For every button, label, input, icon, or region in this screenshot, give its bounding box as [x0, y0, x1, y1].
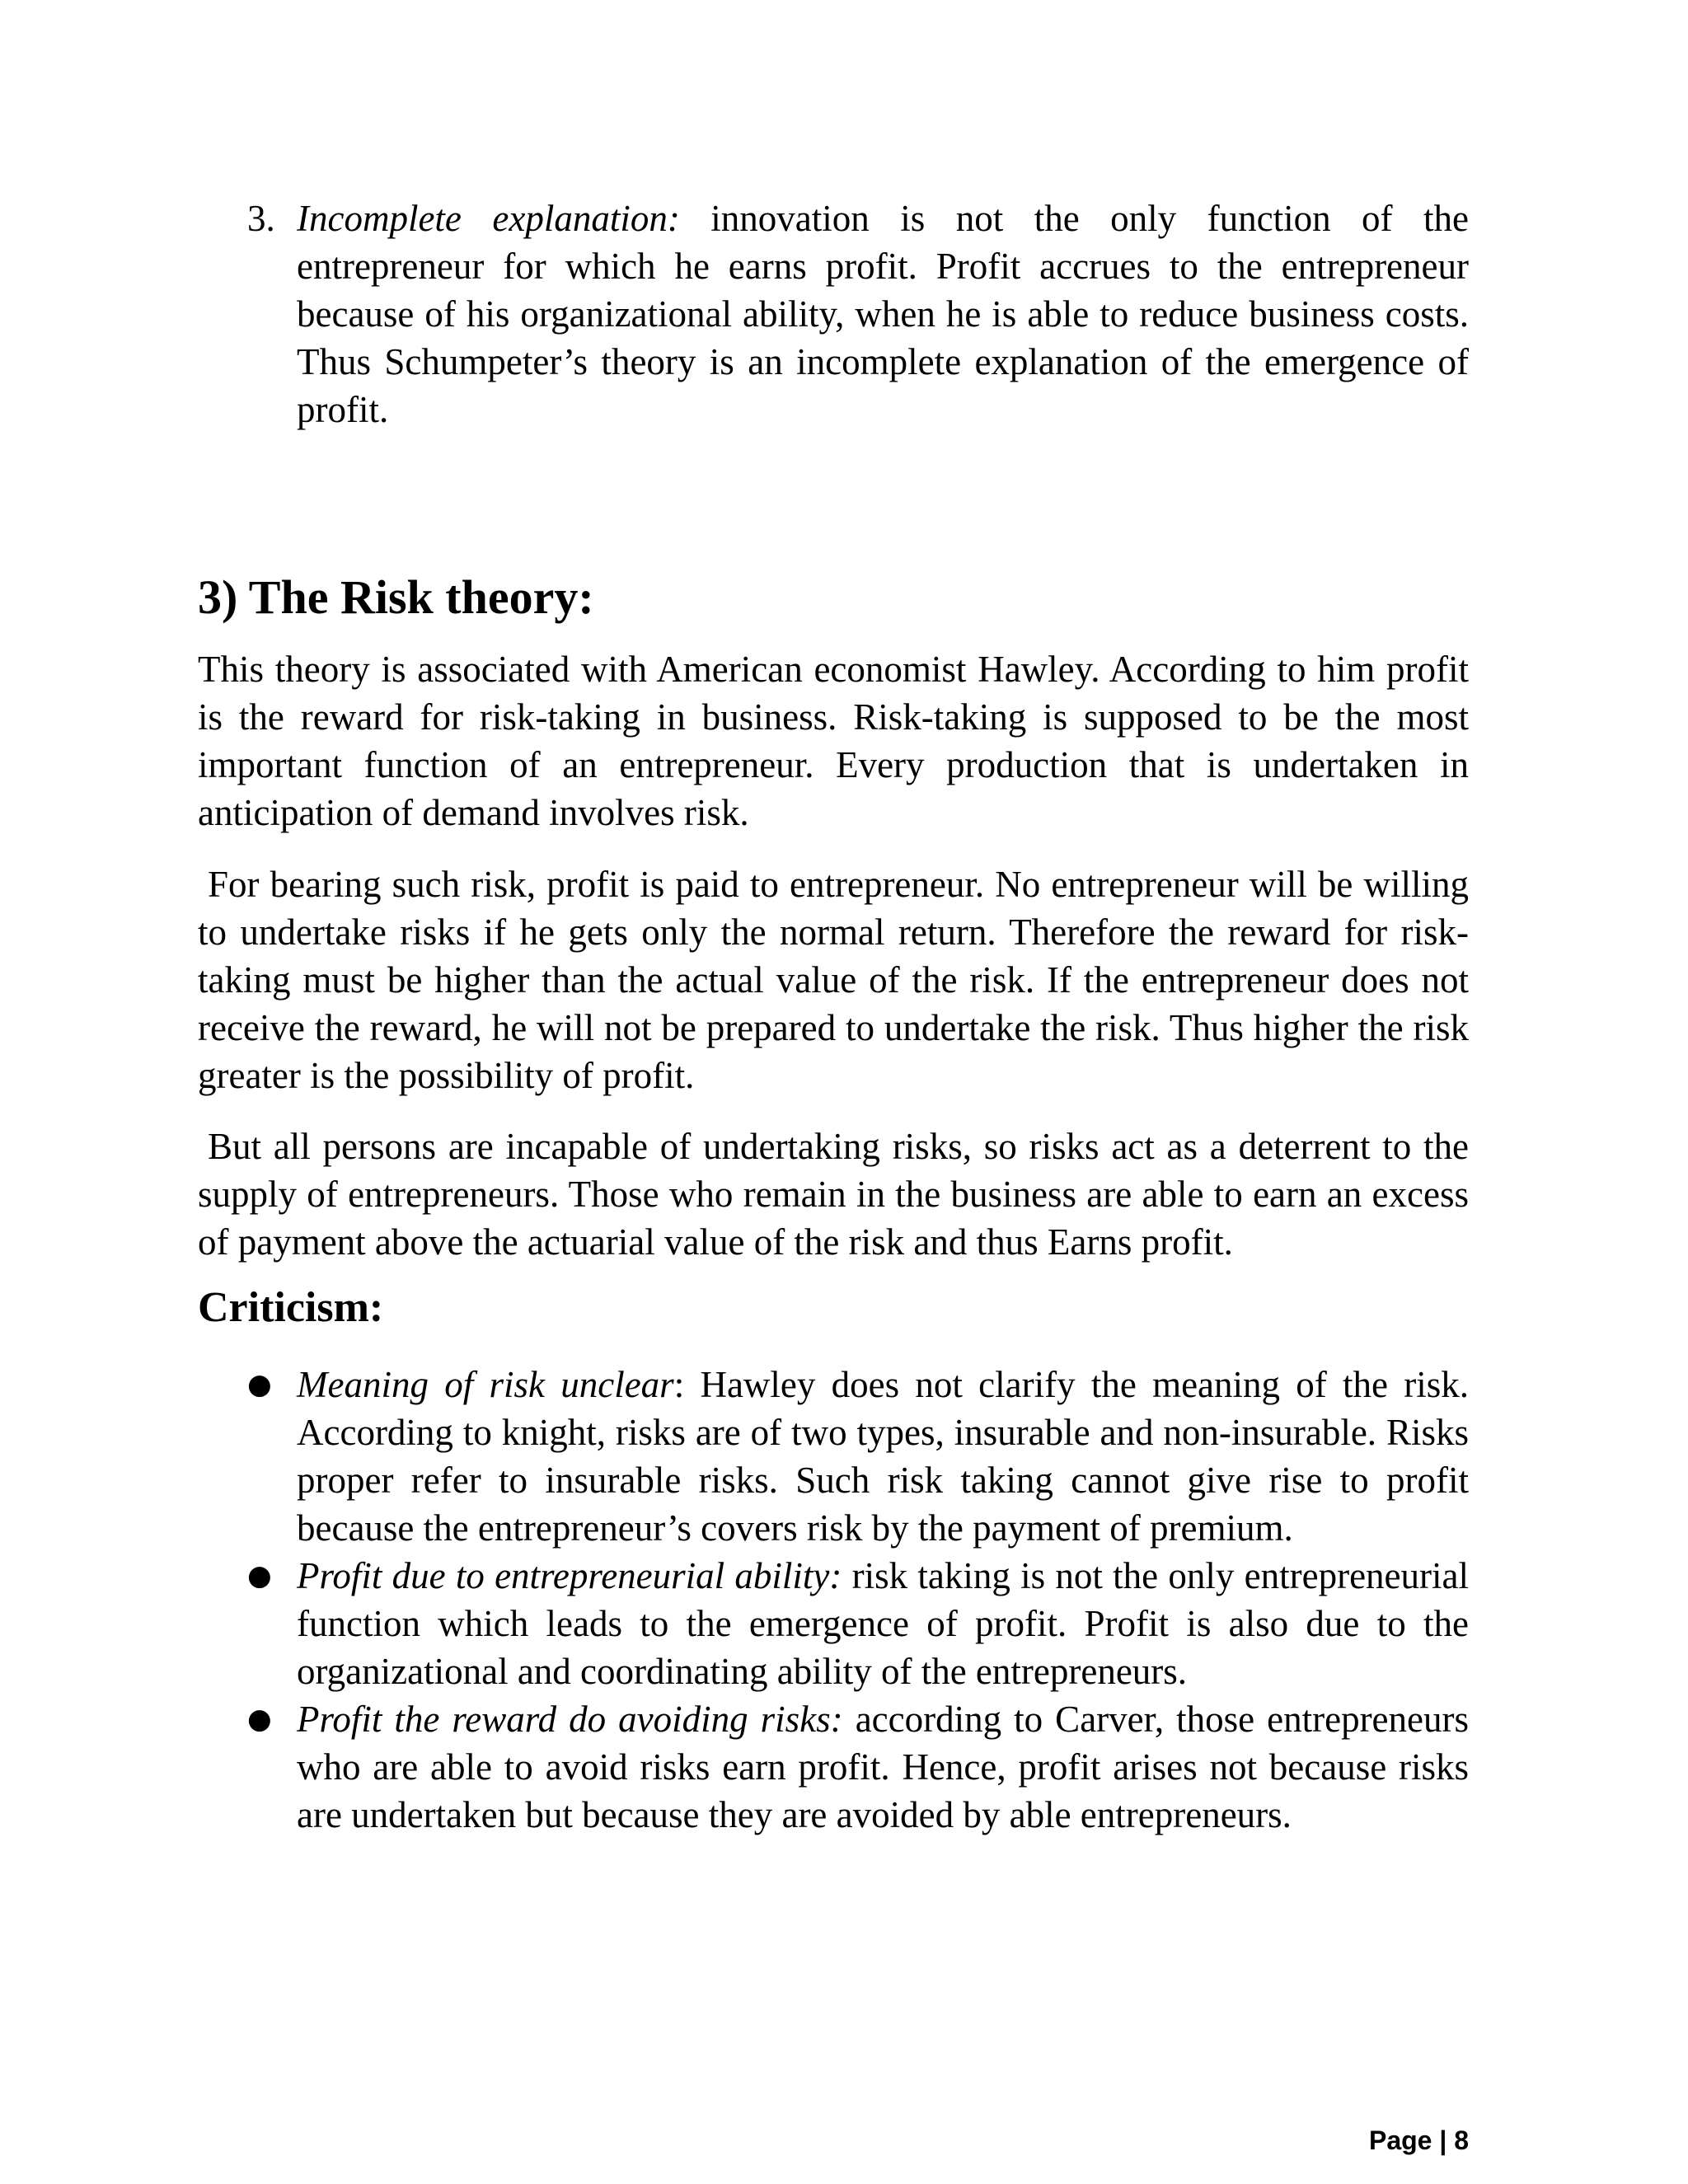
list-item-term: Profit the reward do avoiding risks:: [297, 1699, 843, 1740]
section-heading: 3) The Risk theory:: [198, 570, 594, 624]
paragraph-1: This theory is associated with American economist Hawley. According to him profit is the reward for risk-taking in business. Risk-taking is supposed to be the most important function of an entrepreneur. Every production that is undertaken in anticipation of demand involves risk.: [198, 649, 1469, 833]
list-item-text: [297, 1552, 1469, 1695]
list-item-body: risk taking is not the only entrepreneurial function which leads to the emergence of profit. Profit is also due to the organizational and coordinating ability of the entrepreneurs.: [297, 1555, 1469, 1692]
list-item-term: Meaning of risk unclear: [297, 1364, 674, 1405]
list-item-text: [297, 1695, 1469, 1839]
bullet-icon: ●: [247, 1559, 272, 1592]
paragraph-3: But all persons are incapable of undertaking risks, so risks act as a deterrent to the supply of entrepreneurs. Those who remain in the business are able to earn an excess of payment above the actuarial value of the risk and thus Earns profit.: [198, 1126, 1469, 1263]
list-item: [247, 1695, 1469, 1839]
paragraph-2: For bearing such risk, profit is paid to entrepreneur. No entrepreneur will be willing to undertake risks if he gets only the normal return. Therefore the reward for risk-taking must be higher than the actual value of the risk. If the entrepreneur does not receive the reward, he will not be prepared to undertake the risk. Thus higher the risk greater is the possibility of profit.: [198, 864, 1469, 1096]
numbered-item-incomplete-explanation: [247, 194, 1469, 434]
list-item-text: [297, 1361, 1469, 1552]
page-number: Page | 8: [1368, 2125, 1469, 2155]
item-body: [297, 194, 1469, 434]
list-item: [247, 1552, 1469, 1695]
list-item-body: : Hawley does not clarify the meaning of the risk. According to knight, risks are of two types, insurable and non-insurable. Risks proper refer to insurable risks. Such risk taking cannot give rise to profit because the entrepreneur’s covers risk by the payment of premium.: [297, 1364, 1469, 1549]
item-number: 3.: [247, 198, 275, 239]
bullet-icon: ●: [247, 1703, 272, 1736]
list-item: [247, 1361, 1469, 1552]
item-term: Incomplete explanation:: [297, 198, 680, 239]
list-item-body: according to Carver, those entrepreneurs who are able to avoid risks earn profit. Hence, profit arises not because risks are undertaken but because they are avoided by able entrepreneurs.: [297, 1699, 1469, 1835]
list-item-term: Profit due to entrepreneurial ability:: [297, 1555, 842, 1596]
item-text: innovation is not the only function of the entrepreneur for which he earns profit. Profit accrues to the entrepreneur because of his organizational ability, when he is able to reduce business costs. Thus Schumpeter’s theory is an incomplete explanation of the emergence of profit.: [297, 198, 1469, 430]
bullet-icon: ●: [247, 1368, 272, 1401]
criticism-list: [247, 1361, 1469, 1839]
criticism-heading: Criticism:: [198, 1284, 384, 1331]
